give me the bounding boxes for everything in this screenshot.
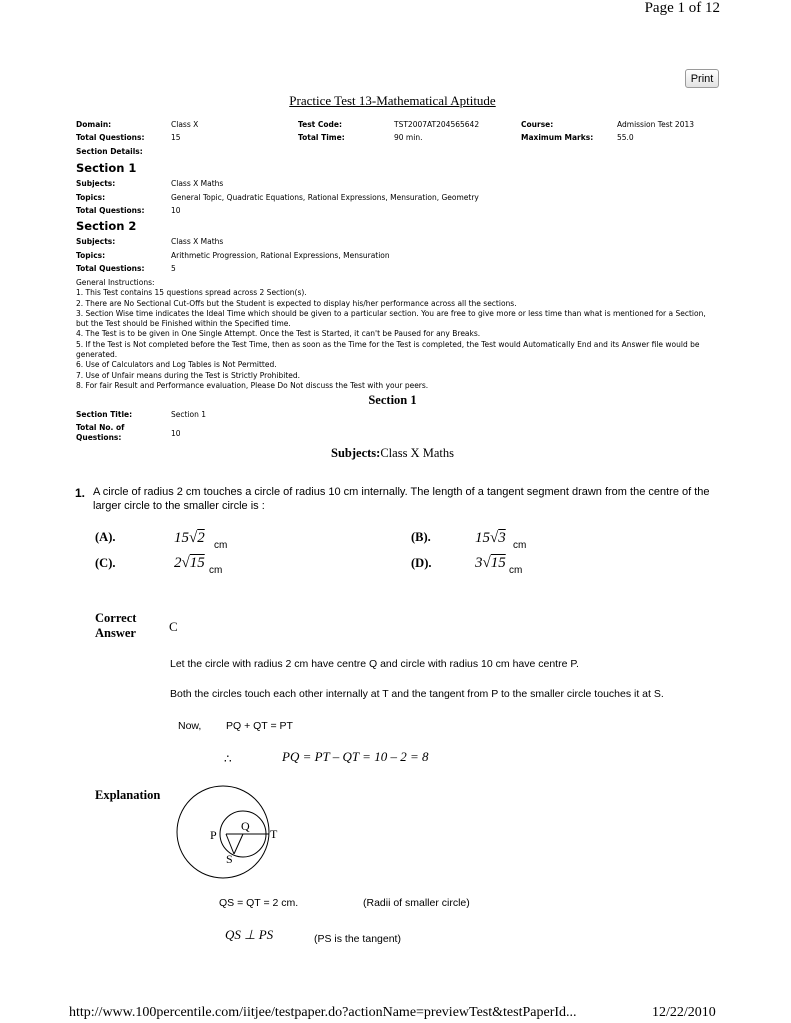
total-questions-label: Total Questions: [76, 133, 145, 142]
option-d-label: (D). [411, 556, 432, 570]
section-1-topics-value: General Topic, Quadratic Equations, Rational Expressions, Mensuration, Geometry [171, 193, 479, 202]
section-title-label: Section Title: [76, 410, 133, 419]
option-c-value: 2√15 [174, 555, 205, 571]
label-t: T [270, 827, 278, 841]
section-details-label: Section Details: [76, 147, 143, 156]
correct-answer-value: C [169, 619, 178, 634]
option-b-value: 15√3 [475, 530, 506, 546]
section-1-total-questions-label: Total Questions: [76, 206, 145, 215]
course-value: Admission Test 2013 [617, 120, 695, 129]
question-number: 1. [75, 486, 86, 500]
total-questions-value: 15 [171, 133, 181, 142]
total-time-label: Total Time: [298, 133, 345, 142]
line-qs [234, 834, 243, 854]
instruction-item: 1. This Test contains 15 questions spread across 2 Section(s). [76, 288, 307, 298]
course-label: Course: [521, 120, 554, 129]
total-no-questions-value: 10 [171, 429, 181, 438]
section-2-subjects-label: Subjects: [76, 237, 116, 246]
section-2-topics-value: Arithmetic Progression, Rational Expressions, Mensuration [171, 251, 390, 260]
section-2-topics-label: Topics: [76, 251, 106, 260]
instruction-item: 7. Use of Unfair means during the Test is Strictly Prohibited. [76, 370, 301, 380]
qs-equation: QS = QT = 2 cm. [219, 897, 299, 909]
now-label: Now, [178, 720, 202, 732]
instruction-item: 2. There are No Sectional Cut-Offs but the Student is expected to display his/her performance across all the sections. [76, 298, 517, 308]
option-c-unit: cm [209, 565, 223, 576]
option-b-unit: cm [513, 540, 527, 551]
instruction-item: 6. Use of Calculators and Log Tables is Not Permitted. [76, 360, 277, 370]
section-heading: Section 1 [368, 393, 417, 407]
pq-equation: PQ = PT – QT = 10 – 2 = 8 [282, 749, 429, 764]
section-title-value: Section 1 [171, 410, 207, 419]
total-time-value: 90 min. [394, 133, 423, 142]
subjects-line [0, 446, 785, 461]
total-no-questions-label: Total No. of Questions: [76, 423, 125, 442]
section-1-subjects-value: Class X Maths [171, 179, 224, 188]
max-marks-label: Maximum Marks: [521, 133, 594, 142]
label-s: S [226, 852, 233, 866]
document-title: Practice Test 13-Mathematical Aptitude [289, 93, 496, 108]
option-c-label: (C). [95, 556, 116, 570]
section-2-total-questions-label: Total Questions: [76, 264, 145, 273]
section-1-heading: Section 1 [76, 161, 137, 175]
footer-url: http://www.100percentile.com/iitjee/testpaper.do?actionName=previewTest&testPaperId... [69, 1005, 577, 1020]
section-1-total-questions-value: 10 [171, 206, 181, 215]
test-code-value: TST2007AT204565642 [394, 120, 480, 129]
instruction-item: 3. Section Wise time indicates the Ideal Time which should be given to a particular section. You are free to give more or less time than what is mentioned for a Section, but the Test should be Finished within the Specified time. [76, 308, 706, 329]
explanation-line-2: Both the circles touch each other internally at T and the tangent from P to the smaller circle touches it at S. [170, 688, 664, 700]
max-marks-value: 55.0 [617, 133, 634, 142]
print-button[interactable]: Print [685, 69, 719, 88]
option-a-value: 15√2 [174, 530, 205, 546]
explanation-label: Explanation [95, 788, 161, 802]
section-2-total-questions-value: 5 [171, 264, 176, 273]
general-instructions [76, 278, 716, 391]
instruction-item: 5. If the Test is Not completed before the Test Time, then as soon as the Time for the Test is completed, the Test would Automatically End and its Answer file would be generated. [76, 339, 700, 360]
instruction-item: 4. The Test is to be given in One Single Attempt. Once the Test is Started, it can't be Paused for any Breaks. [76, 329, 481, 339]
circles-diagram [170, 778, 280, 888]
instructions-heading: General Instructions: [76, 278, 155, 287]
subjects-value: Class X Maths [380, 446, 454, 460]
footer-date: 12/22/2010 [652, 1005, 716, 1020]
domain-label: Domain: [76, 120, 112, 129]
correct-answer-label: Correct Answer [95, 611, 137, 640]
label-q: Q [241, 819, 250, 833]
test-code-label: Test Code: [298, 120, 342, 129]
section-1-topics-label: Topics: [76, 193, 106, 202]
therefore-symbol: ∴ [224, 752, 232, 766]
label-p: P [210, 828, 217, 842]
option-d-unit: cm [509, 565, 523, 576]
page-number: Page 1 of 12 [644, 0, 720, 16]
perpendicular-note: (PS is the tangent) [314, 933, 401, 945]
section-1-subjects-label: Subjects: [76, 179, 116, 188]
question-text: A circle of radius 2 cm touches a circle of radius 10 cm internally. The length of a tangent segment drawn from the centre of the larger circle to the smaller circle is : [93, 486, 710, 512]
option-a-unit: cm [214, 540, 228, 551]
instruction-item: 8. For fair Result and Performance evaluation, Please Do Not discuss the Test with your peers. [76, 380, 429, 390]
option-d-value: 3√15 [475, 555, 506, 571]
now-equation: PQ + QT = PT [226, 720, 293, 732]
qs-note: (Radii of smaller circle) [363, 897, 470, 909]
option-a-label: (A). [95, 530, 116, 544]
option-b-label: (B). [411, 530, 431, 544]
section-2-subjects-value: Class X Maths [171, 237, 224, 246]
subjects-label: Subjects: [331, 446, 381, 460]
explanation-line-1: Let the circle with radius 2 cm have centre Q and circle with radius 10 cm have centre P. [170, 658, 579, 670]
domain-value: Class X [171, 120, 199, 129]
section-2-heading: Section 2 [76, 219, 137, 233]
perpendicular-equation: QS ⊥ PS [225, 927, 274, 942]
larger-circle [177, 786, 269, 878]
